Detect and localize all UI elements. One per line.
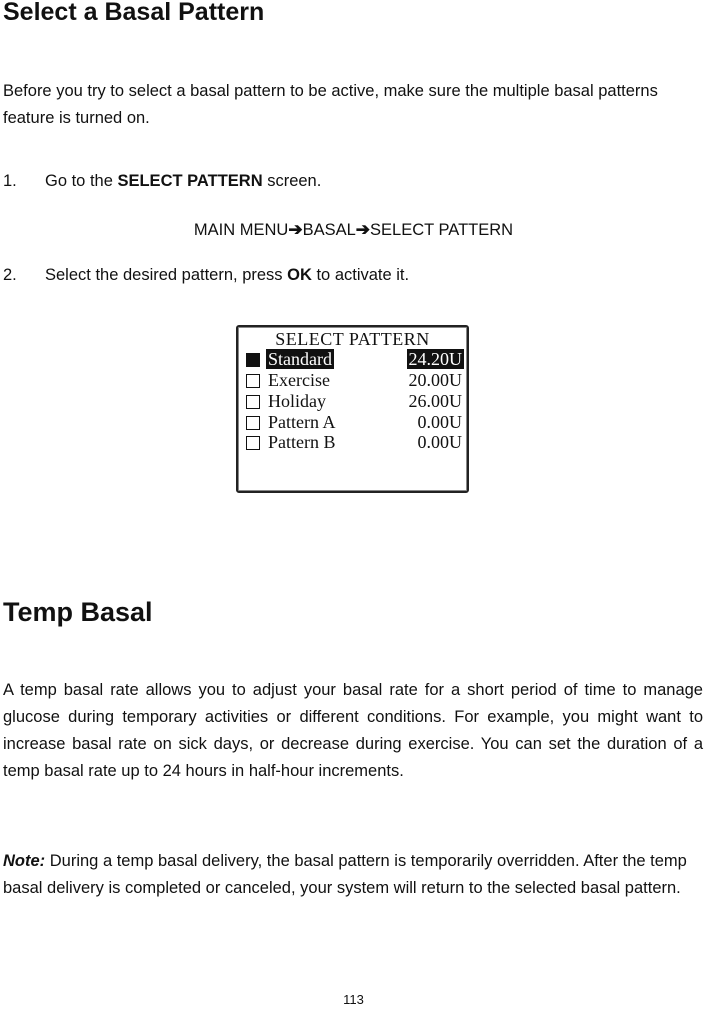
pattern-row-holiday[interactable] [246, 391, 464, 411]
temp-basal-paragraph: A temp basal rate allows you to adjust your basal rate for a short period of time to manage glucose during temporary activities or different conditions. For example, you might want to increase basal rate on sick days, or decrease during exercise. You can set the duration of a temp basal rate up to 24 hours in half-hour increments. [3, 681, 703, 780]
nav-step: SELECT PATTERN [370, 221, 514, 239]
step-number: 1. [3, 172, 17, 190]
screen-title: SELECT PATTERN [275, 329, 430, 349]
pattern-total: 0.00U [417, 412, 462, 432]
pattern-row-pattern-a[interactable] [246, 412, 464, 432]
pattern-total: 26.00U [408, 391, 462, 411]
step-text: Select the desired pattern, press OK to activate it. [45, 266, 410, 284]
nav-step: MAIN MENU [193, 221, 289, 239]
note-paragraph [3, 848, 703, 902]
pattern-row-exercise[interactable] [246, 370, 464, 390]
pattern-total: 20.00U [408, 370, 462, 390]
pattern-name: Standard [268, 349, 332, 369]
note-label: Note: [3, 852, 46, 870]
pattern-total: 24.20U [408, 349, 462, 369]
pattern-name: Pattern A [268, 412, 336, 432]
step-text: Go to the SELECT PATTERN screen. [45, 172, 322, 190]
pattern-row-standard[interactable] [246, 349, 464, 369]
arrow-right-icon: ➔ [355, 220, 371, 239]
section-heading-select-basal-pattern: Select a Basal Pattern [3, 0, 265, 26]
checkbox-icon [246, 374, 260, 388]
device-screen-select-pattern [236, 325, 469, 493]
section-heading-temp-basal: Temp Basal [3, 597, 153, 627]
step-number: 2. [3, 266, 17, 284]
checkbox-checked-icon [246, 353, 260, 367]
pattern-name: Exercise [268, 370, 330, 390]
screen-name-emphasis: SELECT PATTERN [117, 172, 263, 190]
pattern-name: Holiday [268, 391, 326, 411]
pattern-name: Pattern B [268, 432, 336, 452]
button-name-emphasis: OK [287, 266, 312, 284]
pattern-total: 0.00U [417, 432, 462, 452]
nav-step: BASAL [302, 221, 356, 239]
checkbox-icon [246, 395, 260, 409]
note-text: During a temp basal delivery, the basal pattern is temporarily overridden. After the temp basal delivery is completed or canceled, your system will return to the selected basal pattern. [3, 852, 687, 897]
checkbox-icon [246, 416, 260, 430]
intro-paragraph: Before you try to select a basal pattern to be active, make sure the multiple basal patterns feature is turned on. [3, 82, 658, 127]
arrow-right-icon: ➔ [288, 220, 303, 239]
pattern-row-pattern-b[interactable] [246, 432, 464, 452]
navigation-path [0, 220, 707, 240]
page-number: 113 [343, 992, 364, 1007]
checkbox-icon [246, 436, 260, 450]
